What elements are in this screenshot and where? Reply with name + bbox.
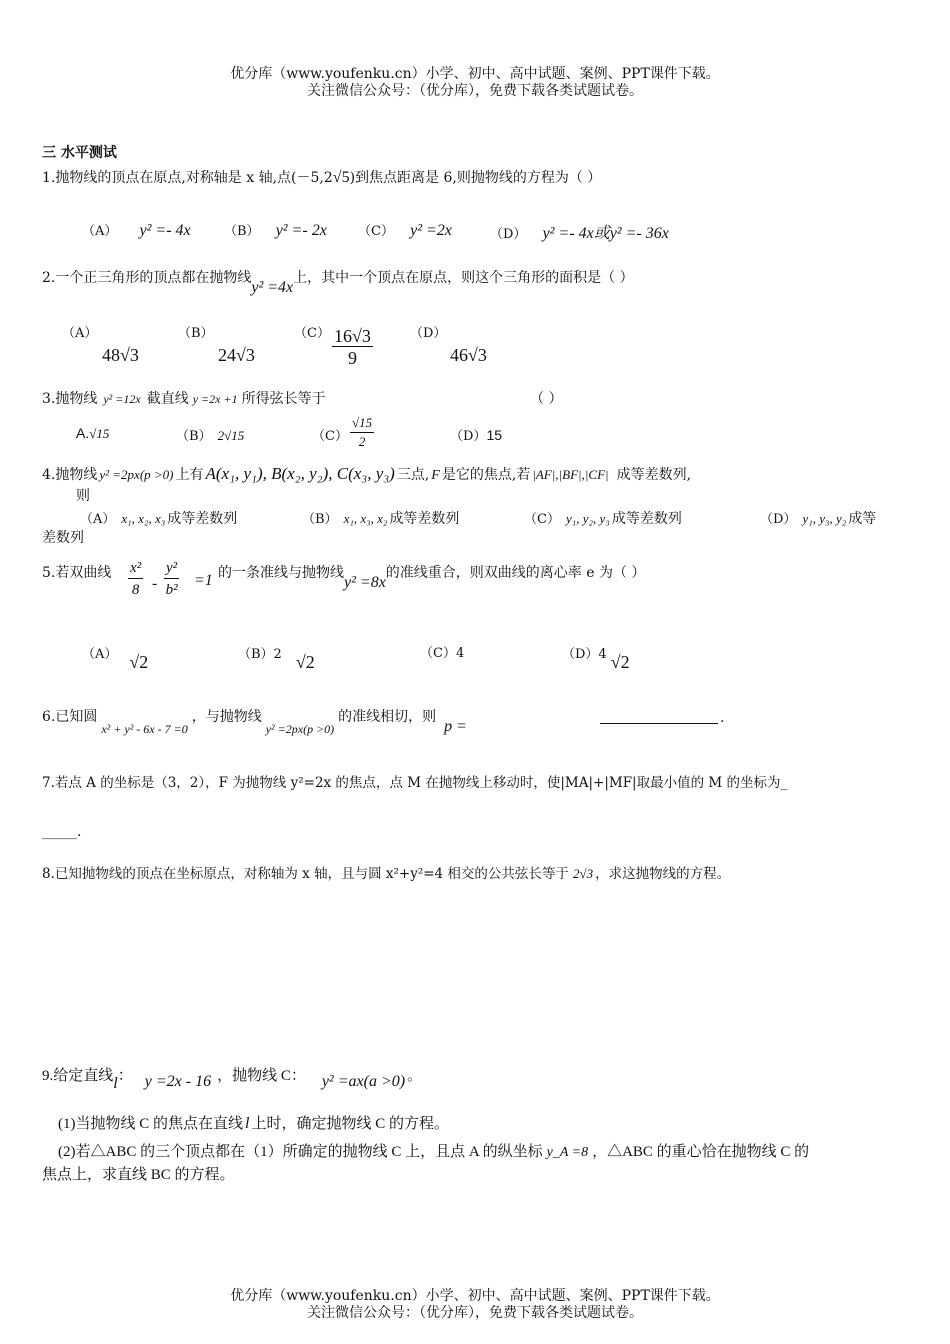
question-4-stem-wrap: 则 bbox=[76, 488, 90, 504]
q5-fraction-2: $\frac{\text{y²}}{\text{b²}}$ bbox=[165, 560, 178, 598]
section-title: 三 水平测试 bbox=[42, 145, 117, 161]
question-3-stem: 3.抛物线 y² =12x 截直线 y =2x +1 所得弦长等于 bbox=[42, 391, 326, 407]
question-9-part-2: (2)若△ABC 的三个顶点都在（1）所确定的抛物线 C 上，且点 A 的纵坐标 y_A =8 ，△ABC 的重心恰在抛物线 C 的 bbox=[58, 1144, 810, 1160]
question-5-stem-a: 5.若双曲线 bbox=[42, 565, 112, 581]
q2-option-a: （A） 48√3 bbox=[62, 326, 139, 365]
q4-option-b: （B） x₁, x₃, x₂ 成等差数列 bbox=[302, 511, 460, 527]
header-line-2: 关注微信公众号：（优分库），免费下载各类试题试卷。 bbox=[307, 83, 643, 99]
question-7-stem: 7.若点 A 的坐标是（3，2），F 为抛物线 y²=2x 的焦点，点 M 在抛物线上移动时，使|MA|+|MF|取最小值的 M 的坐标为_ bbox=[42, 775, 788, 791]
q5-equals: =1 bbox=[194, 572, 213, 589]
footer-line-2: 关注微信公众号：（优分库），免费下载各类试题试卷。 bbox=[307, 1305, 643, 1321]
question-6-stem: 6.已知圆x² + y² - 6x - 7 =0，与抛物线y² =2px(p >0)的准线相切，则p = bbox=[42, 709, 467, 736]
question-5-stem-b: 的一条准线与抛物线y² =8x的准线重合，则双曲线的离心率 e 为（ ） bbox=[218, 565, 646, 591]
question-4-option-wrap: 差数列 bbox=[42, 530, 84, 546]
question-9-part-2-wrap: 焦点上，求直线 BC 的方程。 bbox=[42, 1167, 235, 1183]
q4-option-d: （D） y₁, y₃, y₂ 成等 bbox=[760, 511, 877, 527]
q3-option-c-fraction: $\frac{√15}{2}$ bbox=[352, 415, 373, 449]
q2-option-c-fraction: $\frac{16√3}{9}$ bbox=[334, 326, 371, 368]
q5-option-d: （D）4 √2 bbox=[562, 647, 630, 672]
question-9-part-1: (1)当抛物线 C 的焦点在直线 l 上时，确定抛物线 C 的方程。 bbox=[58, 1115, 449, 1132]
q1-option-d: （D） y² =- 4x或y² =- 36x bbox=[490, 225, 669, 242]
q1-option-a: （A） y² =- 4x bbox=[82, 222, 191, 239]
question-1-stem: 1.抛物线的顶点在原点,对称轴是 x 轴,点(－5,2√5)到焦点距离是 6,则抛物线的方程为（ ） bbox=[42, 169, 602, 186]
q1-option-c: （C） y² =2x bbox=[358, 222, 452, 239]
question-7-blank[interactable]: _____. bbox=[42, 824, 82, 840]
question-3-paren: （ ） bbox=[530, 391, 563, 407]
q5-option-a: （A） √2 bbox=[82, 647, 149, 672]
q3-option-a: A.√15 bbox=[76, 425, 110, 441]
question-9-stem: 9.给定直线l： y =2x - 16 ，抛物线 C： y² =ax(a >0) 。 bbox=[42, 1068, 423, 1092]
q6-period: . bbox=[720, 710, 725, 726]
q5-option-b: （B）2 √2 bbox=[238, 647, 315, 672]
q2-option-c: （C） bbox=[294, 326, 330, 341]
header-line-1: 优分库（www.youfenku.cn）小学、初中、高中试题、案例、PPT课件下载。 bbox=[230, 66, 720, 82]
question-8-stem: 8.已知抛物线的顶点在坐标原点，对称轴为 x 轴，且与圆 x²+y²=4 相交的公共弦长等于 2√3 ，求这抛物线的方程。 bbox=[42, 866, 731, 882]
q5-option-c: （C）4 bbox=[420, 646, 465, 661]
q3-option-b: （B） 2√15 bbox=[176, 428, 245, 444]
q3-option-c: （C） bbox=[312, 429, 348, 444]
q6-answer-blank[interactable] bbox=[600, 709, 718, 724]
q3-option-d: （D）15 bbox=[450, 427, 503, 444]
q2-option-d: （D） 46√3 bbox=[410, 326, 487, 365]
q5-minus: - bbox=[152, 575, 158, 592]
q2-option-b: （B） 24√3 bbox=[178, 326, 255, 365]
question-2-stem: 2.一个正三角形的顶点都在抛物线y² =4x上，其中一个顶点在原点，则这个三角形的面积是（ ） bbox=[42, 270, 634, 296]
q4-option-a: （A） x₁, x₂, x₃ 成等差数列 bbox=[80, 511, 238, 527]
q1-option-b: （B） y² =- 2x bbox=[224, 222, 327, 239]
footer-line-1: 优分库（www.youfenku.cn）小学、初中、高中试题、案例、PPT课件下载。 bbox=[230, 1288, 720, 1304]
question-4-stem: 4.抛物线 y² =2px(p >0) 上有 A(x₁, y₁), B(x₂, y₂), C(x₃, y₃) 三点, F 是它的焦点,若 |AF|,|BF|,|CF| 成等差数列, bbox=[42, 464, 692, 483]
q5-fraction-1: $\frac{\text{x²}}{8}$ bbox=[130, 560, 142, 598]
q4-option-c: （C） y₁, y₂, y₃ 成等差数列 bbox=[524, 511, 682, 527]
